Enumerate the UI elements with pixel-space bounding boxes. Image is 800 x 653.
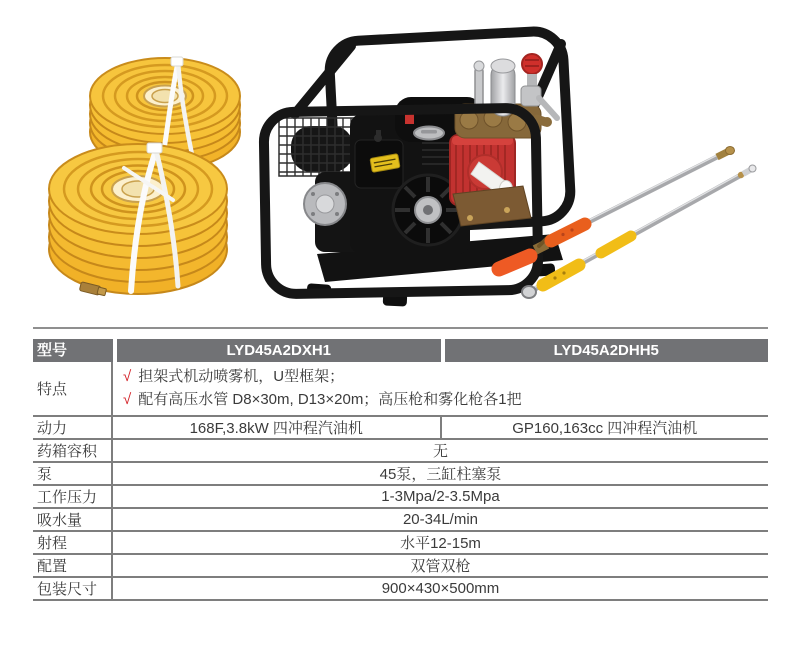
hose-coils-photo (28, 40, 263, 308)
row-configuration (33, 555, 768, 578)
chrome-coupler (522, 286, 536, 298)
brass-nozzle (726, 147, 735, 155)
yellow-grip (601, 236, 631, 253)
header-model-2: LYD45A2DHH5 (445, 339, 769, 362)
nozzle-tip (749, 165, 756, 172)
row-value: 1-3Mpa/2-3.5Mpa (381, 488, 500, 505)
row-label: 工作压力 (33, 486, 113, 507)
row-value: 水平12-15m (400, 535, 481, 552)
row-label: 配置 (33, 555, 113, 576)
row-label: 药箱容积 (33, 440, 113, 461)
row-value: 20-34L/min (402, 511, 479, 528)
feature-text: 配有高压水管 D8×30m, D13×20m；高压枪和雾化枪各1把 (138, 391, 522, 408)
row-label: 动力 (33, 417, 113, 438)
row-suction (33, 509, 768, 532)
frame-tube (295, 46, 351, 114)
table-top-rule (33, 327, 768, 329)
row-tank-capacity (33, 440, 768, 463)
row-value: 双管双枪 (410, 558, 471, 575)
yellow-grip (543, 265, 579, 285)
feature-text: 担架式机动喷雾机，U型框架； (138, 368, 345, 385)
row-features (33, 362, 768, 417)
feature-line (123, 388, 768, 411)
orange-handle (499, 256, 530, 269)
row-label: 特点 (33, 362, 113, 415)
header-model-label: 型号 (33, 339, 113, 362)
lance-high-pressure (499, 147, 735, 270)
power-value-model2: GP160,163cc 四冲程汽油机 (512, 420, 698, 437)
row-label: 泵 (33, 463, 113, 484)
row-working-pressure (33, 486, 768, 509)
check-icon: √ (123, 368, 132, 385)
feature-line (123, 365, 768, 388)
muffler-guard (279, 118, 355, 176)
features-cell (113, 362, 768, 415)
row-power (33, 417, 768, 440)
spec-table (33, 327, 768, 601)
row-pump (33, 463, 768, 486)
row-value: 900×430×500mm (381, 580, 500, 597)
spray-lances-photo (485, 138, 785, 306)
table-header-row (33, 339, 768, 362)
row-label: 包装尺寸 (33, 578, 113, 599)
row-value: 45泵，三缸柱塞泵 (379, 466, 502, 483)
row-value: 无 (432, 443, 448, 460)
orange-grip (551, 224, 585, 241)
row-range (33, 532, 768, 555)
row-label: 射程 (33, 532, 113, 553)
header-model-1: LYD45A2DXH1 (117, 339, 441, 362)
power-value-model1: 168F,3.8kW 四冲程汽油机 (113, 417, 442, 438)
hose-coil-front (49, 143, 227, 297)
row-package-size (33, 578, 768, 601)
check-icon: √ (123, 391, 132, 408)
row-label: 吸水量 (33, 509, 113, 530)
gearbox (304, 183, 346, 225)
